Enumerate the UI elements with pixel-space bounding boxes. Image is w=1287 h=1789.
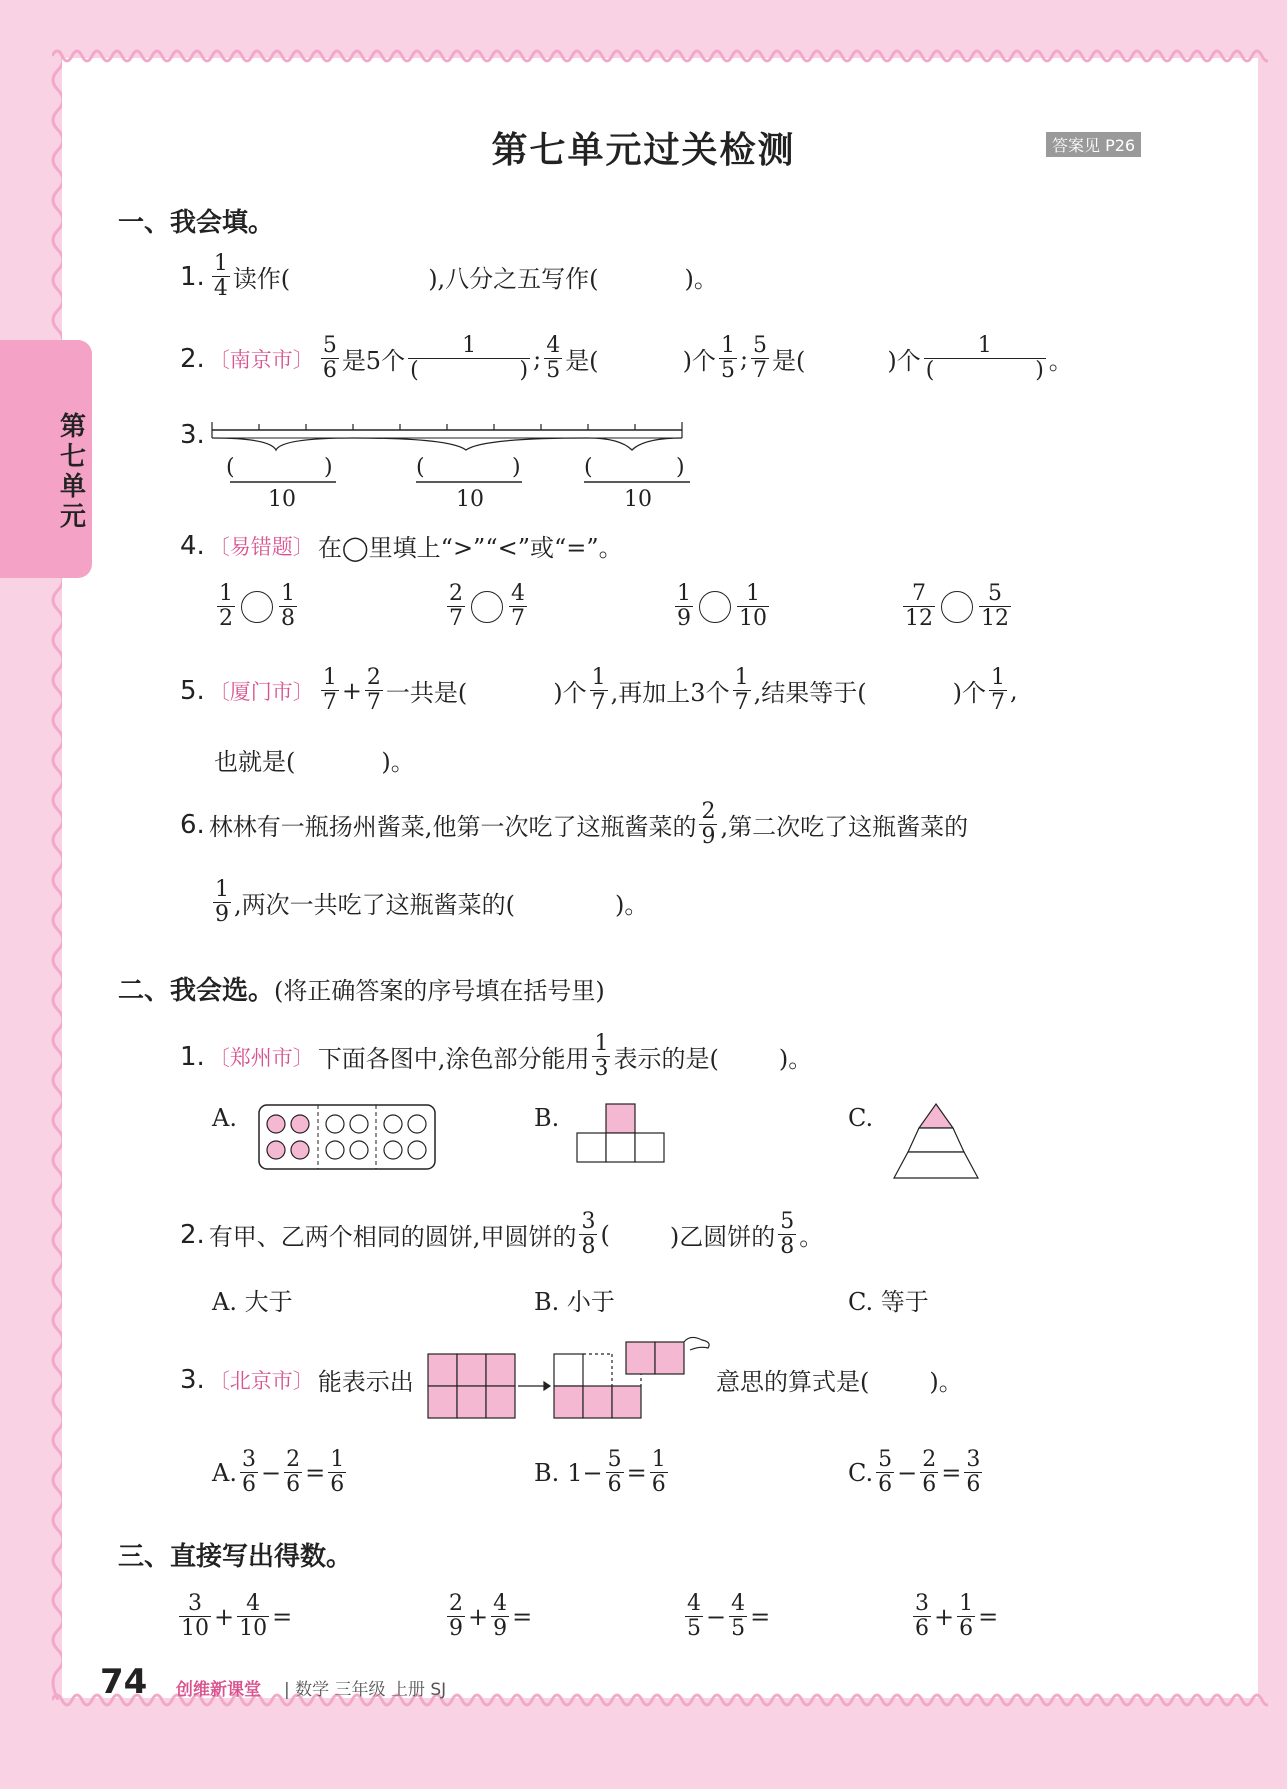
text: 有甲、乙两个相同的圆饼,甲圆饼的 <box>208 1223 577 1251</box>
s2-q3-option-a: A. 3 6 − $\frac{2}{6}$ = $\frac{1}{6}$ <box>212 1447 345 1497</box>
region-tag: 〔易错题〕 <box>208 534 314 559</box>
option-c: C. 等于 <box>848 1288 929 1316</box>
denominator-label: 10 <box>624 487 652 512</box>
calc-1: 3 10 + $\frac{4}{10}$ = <box>181 1591 293 1641</box>
page-wave-border-top <box>52 46 1268 66</box>
answer-reference-badge: 答案见 P26 <box>1046 132 1141 157</box>
text: 也就是( <box>214 748 296 776</box>
paren-left: ( <box>416 455 425 480</box>
fraction-1-4: 1 4 <box>213 251 228 301</box>
compare-3: 1 9 1 10 <box>677 581 767 631</box>
q-number: 3. <box>180 420 205 450</box>
option-b-label: B. <box>534 1104 560 1132</box>
text: )个 <box>887 347 921 375</box>
region-tag: 〔南京市〕 <box>208 347 314 372</box>
section-1-heading: 一、我会填。 <box>118 208 275 238</box>
region-tag: 〔郑州市〕 <box>208 1045 314 1070</box>
option-c-label: C. <box>848 1104 874 1132</box>
paren-left: ( <box>584 455 593 480</box>
compare-circle-blank[interactable] <box>471 591 503 623</box>
s1-q5: 5. 〔厦门市〕 1 7 + $\frac{2}{7}$ 一共是( )个 1 7 ,再加上3个 1 7 ,结果等于( )个 1 7 , <box>180 665 1018 715</box>
text: 林林有一瓶扬州酱菜,他第一次吃了这瓶酱菜的 <box>208 813 697 841</box>
text: )。 <box>684 265 718 293</box>
text: ; <box>533 344 542 373</box>
s1-q2 <box>180 334 1073 383</box>
compare-circle-blank[interactable] <box>241 591 273 623</box>
q-number: 4. <box>180 530 205 561</box>
text: )个 <box>553 679 587 707</box>
q-number: 2. <box>180 1219 205 1250</box>
s2-q2: 2. 有甲、乙两个相同的圆饼,甲圆饼的 3 8 ( )乙圆饼的 5 8 。 <box>180 1209 824 1259</box>
region-tag: 〔北京市〕 <box>208 1368 314 1393</box>
q-number: 5. <box>180 675 205 706</box>
fraction-5-6: 5 6 <box>322 333 337 383</box>
footer-info: | 数学 三年级 上册 SJ <box>284 1680 447 1700</box>
calc-4: 3 6 + $\frac{1}{6}$ = <box>915 1591 999 1641</box>
option-a-circles-figure <box>258 1104 438 1172</box>
text: )。 <box>778 1045 813 1073</box>
s2-q3-option-b: B. 1− $\frac{5}{6}$ = $\frac{1}{6}$ <box>534 1447 666 1497</box>
text: 。 <box>1048 347 1073 375</box>
unit-side-tab-label: 第七单元 <box>59 412 86 532</box>
compare-1: 1 2 1 8 <box>219 581 295 631</box>
fraction-1-blank: 1 ( ) <box>410 333 529 383</box>
section-2-heading: 二、我会选。(将正确答案的序号填在括号里) <box>118 976 605 1006</box>
s1-q5-line2 <box>214 742 415 777</box>
q-number: 1. <box>180 1041 205 1072</box>
s2-q3-tail <box>716 1362 963 1397</box>
paren-right: ) <box>512 455 521 480</box>
paren-right: ) <box>676 455 685 480</box>
text: 是( <box>565 347 599 375</box>
text: ,再加上3个 <box>610 679 730 707</box>
s2-q3-option-c: C. 5 6 − $\frac{2}{6}$ = $\frac{3}{6}$ <box>848 1447 981 1497</box>
option-b: B. 小于 <box>534 1288 615 1316</box>
text: ; <box>739 344 749 373</box>
fraction-5-7: 5 7 <box>753 333 768 383</box>
fraction-subtraction-diagram <box>426 1336 716 1420</box>
q-number: 6. <box>180 809 205 840</box>
calc-2: 2 9 + $\frac{4}{9}$ = <box>449 1591 533 1641</box>
compare-2: 2 7 4 7 <box>449 581 525 631</box>
text: 意思的算式是( <box>716 1368 870 1396</box>
region-tag: 〔厦门市〕 <box>208 679 314 704</box>
s1-q6-line2: 1 9 ,两次一共吃了这瓶酱菜的( )。 <box>215 877 649 927</box>
text: 在◯里填上“>”“<”或“=”。 <box>317 534 623 562</box>
number-line-diagram <box>210 418 690 518</box>
text: )个 <box>682 347 716 375</box>
option-b-blocks-figure <box>576 1102 668 1164</box>
fraction-4-5: 4 5 <box>546 333 561 383</box>
paren-left: ( <box>226 455 235 480</box>
compare-circle-blank[interactable] <box>941 591 973 623</box>
page-title: 第七单元过关检测 <box>491 130 796 171</box>
paren-right: ) <box>324 455 333 480</box>
denominator-label: 10 <box>268 487 296 512</box>
text: 是5个 <box>341 347 406 375</box>
text: 下面各图中,涂色部分能用 <box>317 1045 590 1073</box>
text: ,两次一共吃了这瓶酱菜的( <box>234 891 515 919</box>
page-number: 74 <box>100 1662 148 1702</box>
compare-4: 7 12 5 12 <box>905 581 1009 631</box>
section-2-note: (将正确答案的序号填在括号里) <box>274 977 605 1005</box>
text: ( <box>600 1220 610 1249</box>
text: 一共是( <box>385 679 468 707</box>
s1-q4 <box>180 528 623 563</box>
fraction-1-blank: 1 ( ) <box>925 333 1044 383</box>
text: )。 <box>929 1368 963 1396</box>
fraction-1-5: 1 5 <box>720 333 735 383</box>
text: 能表示出 <box>317 1368 414 1396</box>
text: ),八分之五写作( <box>428 265 599 293</box>
s1-q1 <box>180 252 718 301</box>
text: )。 <box>615 891 649 919</box>
text: 是( <box>772 347 806 375</box>
text: 。 <box>799 1223 824 1251</box>
denominator-label: 10 <box>456 487 484 512</box>
q-number: 3. <box>180 1364 205 1395</box>
q-number: 2. <box>180 343 205 374</box>
s2-q3 <box>180 1362 414 1397</box>
option-c-triangle-figure <box>890 1102 982 1182</box>
s2-q1: 1. 〔郑州市〕 下面各图中,涂色部分能用 1 3 表示的是( )。 <box>180 1031 813 1081</box>
option-a-label: A. <box>212 1104 237 1132</box>
q-number: 1. <box>180 261 205 292</box>
text: )个 <box>952 679 986 707</box>
text: )。 <box>381 748 415 776</box>
compare-circle-blank[interactable] <box>699 591 731 623</box>
text: 表示的是( <box>613 1045 719 1073</box>
s1-q3 <box>180 420 209 450</box>
section-3-heading: 三、直接写出得数。 <box>118 1542 353 1572</box>
text: 读作( <box>232 265 291 293</box>
calc-3: 4 5 − $\frac{4}{5}$ = <box>687 1591 771 1641</box>
text: ,结果等于( <box>753 679 867 707</box>
s1-q6: 6. 林林有一瓶扬州酱菜,他第一次吃了这瓶酱菜的 2 9 ,第二次吃了这瓶酱菜的 <box>180 799 969 849</box>
text: )乙圆饼的 <box>669 1223 776 1251</box>
option-a: A. 大于 <box>212 1288 293 1316</box>
text: , <box>1009 676 1018 705</box>
text: ,第二次吃了这瓶酱菜的 <box>720 813 969 841</box>
footer-brand: 创维新课堂 <box>176 1680 261 1700</box>
